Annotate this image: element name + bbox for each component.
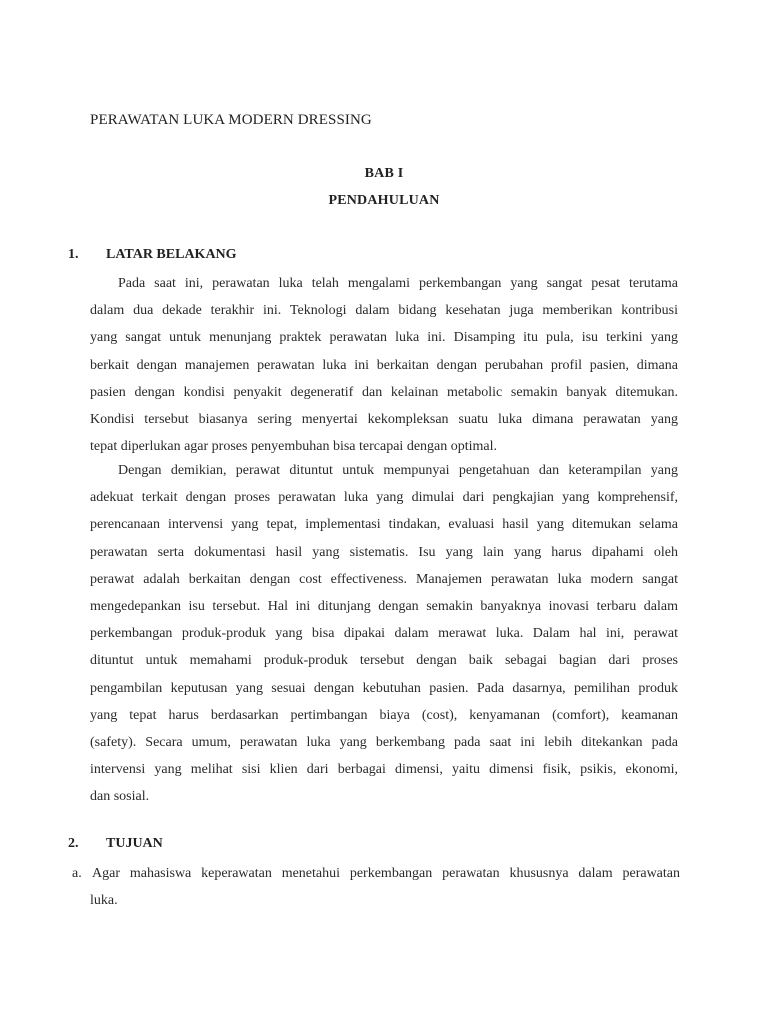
chapter-title: PENDAHULUAN (328, 193, 440, 208)
paragraph-line: perkembangan produk-produk yang bisa dipakai dalam merawat luka. Dalam hal ini, perawat (90, 626, 678, 642)
paragraph-line: (safety). Secara umum, perawatan luka yang berkembang pada saat ini lebih ditekankan pada (90, 735, 678, 751)
paragraph-line: yang tepat harus berdasarkan pertimbangan biaya (cost), kenyamanan (comfort), keamanan (90, 707, 678, 723)
paragraph-line: intervensi yang melihat sisi klien dari berbagai dimensi, yaitu dimensi fisik, psikis, ekonomi, (90, 762, 678, 778)
paragraph-line: yang sangat untuk menunjang praktek perawatan luka ini. Disamping itu pula, isu terkini yang (90, 330, 678, 346)
list-item-body (92, 860, 680, 914)
list-item-letter: a. (72, 866, 82, 881)
paragraph-line: perawat adalah berkaitan dengan cost effectiveness. Manajemen perawatan luka modern sangat (90, 571, 678, 587)
chapter-number: BAB I (364, 166, 404, 181)
paragraph-line: tepat diperlukan agar proses penyembuhan bisa tercapai dengan optimal. (90, 439, 498, 455)
paragraph-line: perencanaan intervensi yang tepat, implementasi tindakan, evaluasi hasil yang ditemukan selama (90, 517, 678, 533)
paragraph-line: dan sosial. (90, 789, 150, 805)
paragraph-line: berkait dengan manajemen perawatan luka ini berkaitan dengan perubahan profil pasien, dimana (90, 357, 678, 373)
paragraph-line: dalam dua dekade terakhir ini. Teknologi dalam bidang kesehatan juga memberikan kontribusi (90, 303, 678, 319)
section-heading-latar-belakang (68, 247, 237, 263)
section-heading-tujuan (68, 836, 163, 852)
document-title: PERAWATAN LUKA MODERN DRESSING (90, 112, 372, 128)
paragraph-line: Dengan demikian, perawat dituntut untuk mempunyai pengetahuan dan keterampilan yang (118, 463, 678, 478)
paragraph-line: adekuat terkait dengan proses perawatan luka yang dimulai dari pengkajian yang komprehensif, (90, 490, 678, 506)
section-number: 2. (68, 836, 79, 851)
paragraph-line: mengedepankan isu tersebut. Hal ini ditunjang dengan semakin banyaknya inovasi terbaru dalam (90, 599, 678, 615)
list-item-line: luka. (90, 893, 118, 909)
paragraph-line: dituntut untuk memahami produk-produk tersebut dengan baik sebagai bagian dari proses (90, 653, 678, 669)
section-number: 1. (68, 247, 79, 262)
section-title: TUJUAN (106, 836, 163, 851)
list-item-line: Agar mahasiswa keperawatan menetahui perkembangan perawatan khususnya dalam perawatan (92, 866, 680, 881)
paragraph-line: perawatan serta dokumentasi hasil yang sistematis. Isu yang lain yang harus dipahami oleh (90, 544, 678, 560)
paragraph-line: pasien dengan kondisi penyakit degeneratif dan kelainan metabolic semakin banyak ditemukan. (90, 384, 678, 400)
paragraph-line: Pada saat ini, perawatan luka telah mengalami perkembangan yang sangat pesat terutama (118, 276, 678, 291)
paragraph-line: Kondisi tersebut biasanya sering menyertai kekompleksan suatu luka dimana perawatan yang (90, 412, 678, 428)
paragraph (90, 270, 678, 460)
paragraph-line: pengambilan keputusan yang sesuai dengan kebutuhan pasien. Pada dasarnya, pemilihan produk (90, 680, 678, 696)
section-title: LATAR BELAKANG (106, 247, 237, 262)
paragraph (90, 457, 678, 811)
